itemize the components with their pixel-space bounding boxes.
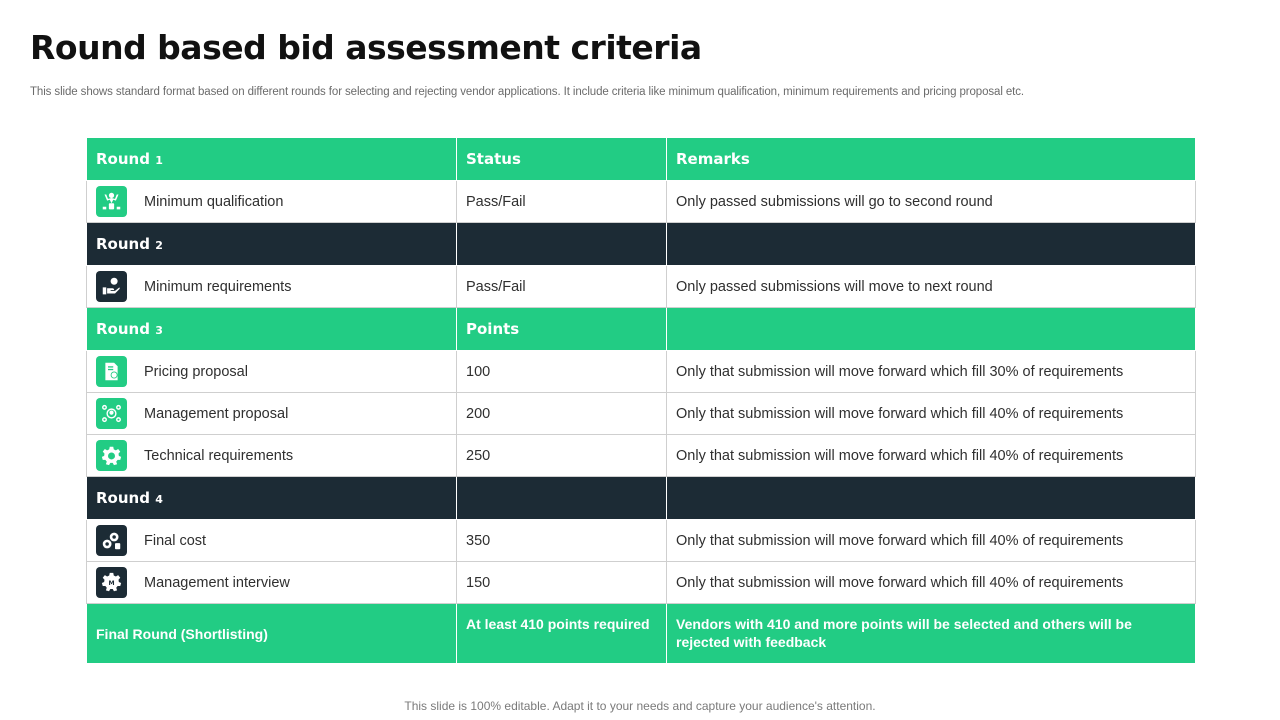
criteria-label: Management interview — [144, 574, 290, 591]
criteria-label: Management proposal — [144, 405, 289, 422]
criteria-value: 150 — [457, 562, 667, 604]
management-gear-icon — [96, 567, 127, 598]
criteria-label: Final cost — [144, 532, 207, 549]
criteria-remark: Only that submission will move forward which fill 30% of requirements — [667, 351, 1196, 393]
round-2-title: Round 2 — [87, 223, 457, 266]
criteria-value: Pass/Fail — [457, 266, 667, 308]
document-dollar-icon — [96, 356, 127, 387]
criteria-label: Technical requirements — [144, 447, 294, 464]
criteria-label: Minimum qualification — [144, 193, 284, 210]
criteria-value: 100 — [457, 351, 667, 393]
round-3-title: Round 3 — [87, 308, 457, 351]
assessment-table — [86, 137, 1196, 664]
table-row — [87, 520, 1196, 562]
criteria-remark: Only passed submissions will move to next round — [667, 266, 1196, 308]
table-row — [87, 181, 1196, 223]
round-1-header — [87, 138, 1196, 181]
criteria-value: 350 — [457, 520, 667, 562]
round-3-header — [87, 308, 1196, 351]
criteria-remark: Only that submission will move forward which fill 40% of requirements — [667, 520, 1196, 562]
final-round-remark: Vendors with 410 and more points will be selected and others will be rejected with feedback — [667, 604, 1196, 664]
round-4-title: Round 4 — [87, 477, 457, 520]
remarks-header: Remarks — [667, 138, 1196, 181]
round-1-title: Round 1 — [87, 138, 457, 181]
criteria-value: 200 — [457, 393, 667, 435]
criteria-value: Pass/Fail — [457, 181, 667, 223]
team-network-icon — [96, 398, 127, 429]
footer-note: This slide is 100% editable. Adapt it to your needs and capture your audience's attention. — [404, 699, 876, 713]
svg-text:M: M — [108, 580, 115, 588]
final-round-row — [87, 604, 1196, 664]
table-row — [87, 393, 1196, 435]
table-row — [87, 266, 1196, 308]
final-round-label: Final Round (Shortlisting) — [87, 604, 457, 664]
table-row — [87, 435, 1196, 477]
criteria-remark: Only that submission will move forward which fill 40% of requirements — [667, 393, 1196, 435]
status-header: Status — [457, 138, 667, 181]
criteria-remark: Only that submission will move forward which fill 40% of requirements — [667, 562, 1196, 604]
round-4-header — [87, 477, 1196, 520]
criteria-remark: Only that submission will move forward which fill 40% of requirements — [667, 435, 1196, 477]
points-header: Points — [457, 308, 667, 351]
page-subtitle: This slide shows standard format based on different rounds for selecting and rejecting vendor applications. It include criteria like minimum qualification, minimum requirements and pricing proposal etc. — [30, 86, 1025, 98]
criteria-remark: Only passed submissions will go to second round — [667, 181, 1196, 223]
criteria-label: Pricing proposal — [144, 363, 248, 380]
criteria-value: 250 — [457, 435, 667, 477]
gear-icon — [96, 440, 127, 471]
final-round-points: At least 410 points required — [457, 604, 667, 664]
table-row — [87, 351, 1196, 393]
trophy-person-icon — [96, 186, 127, 217]
round-2-header — [87, 223, 1196, 266]
page-title: Round based bid assessment criteria — [30, 28, 702, 67]
hand-money-icon — [96, 271, 127, 302]
table-row — [87, 562, 1196, 604]
criteria-label: Minimum requirements — [144, 278, 292, 295]
cost-gears-icon — [96, 525, 127, 556]
